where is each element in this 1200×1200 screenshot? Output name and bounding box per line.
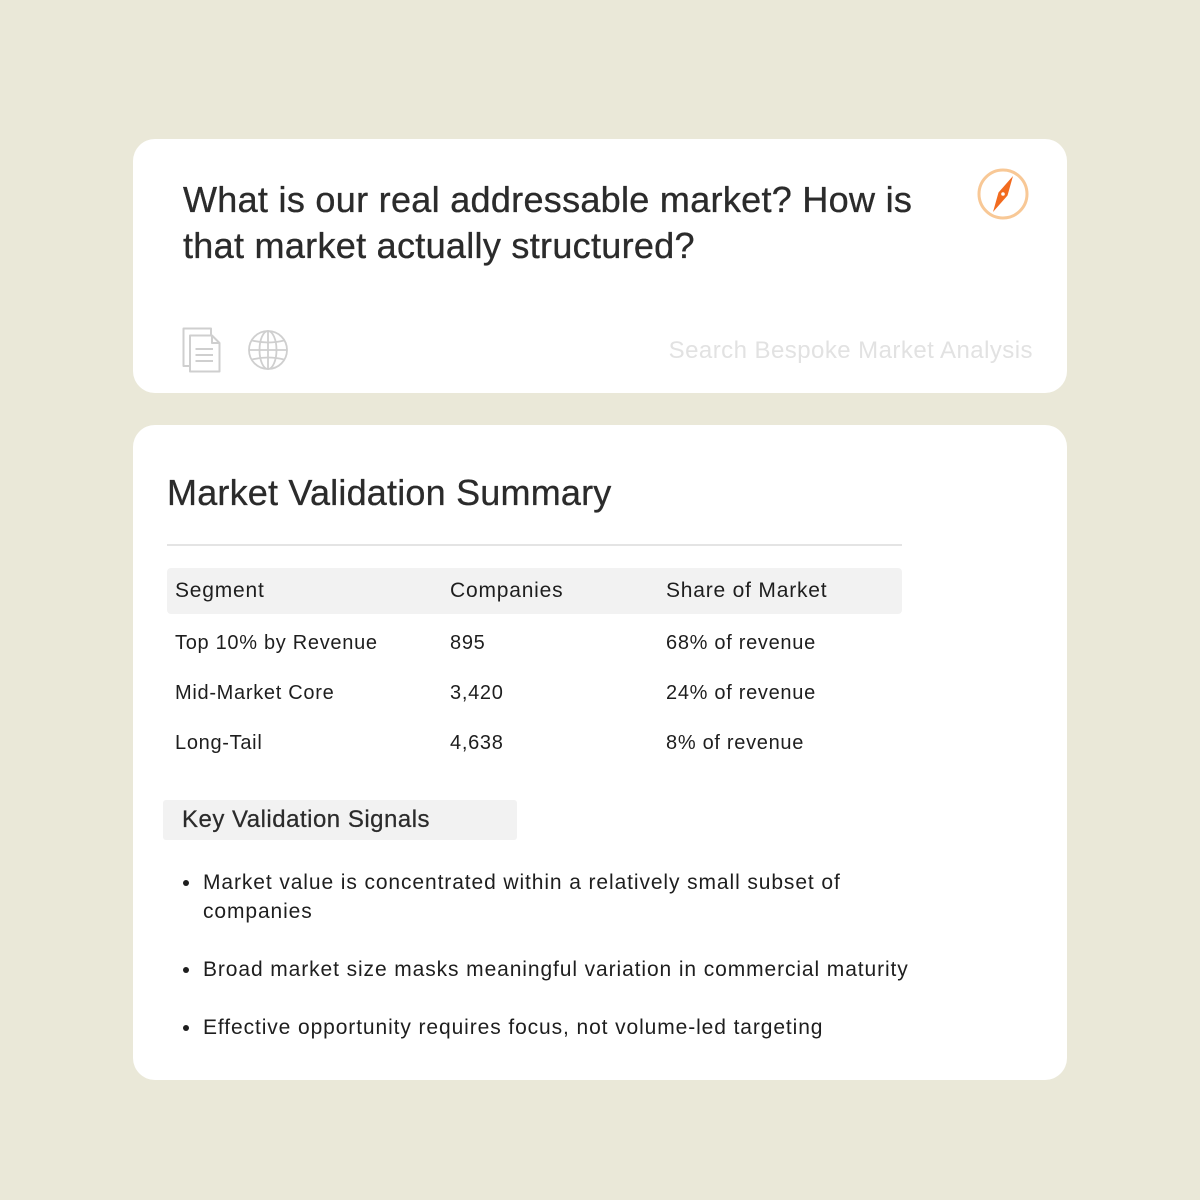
column-header-segment: Segment (175, 579, 265, 602)
column-header-share: Share of Market (666, 579, 828, 602)
signal-text: Broad market size masks meaningful variation in commercial maturity (203, 958, 909, 981)
page-title: Market Validation Summary (167, 472, 612, 513)
bullet-icon (183, 880, 189, 886)
signals-heading: Key Validation Signals (163, 800, 517, 840)
cell-companies: 3,420 (450, 681, 504, 704)
cell-segment: Mid-Market Core (175, 681, 335, 704)
document-icon[interactable] (182, 327, 222, 373)
table-row (167, 668, 902, 718)
compass-icon[interactable] (975, 166, 1031, 222)
table-row (167, 618, 902, 668)
globe-icon[interactable] (247, 329, 289, 371)
list-item (203, 955, 933, 984)
signal-text: Market value is concentrated within a relatively small subset of companies (203, 871, 841, 923)
table-body (167, 618, 902, 768)
query-card (133, 139, 1067, 393)
segment-table (167, 568, 902, 768)
query-text: What is our real addressable market? How is that market actually structured? (183, 179, 913, 266)
table-row (167, 718, 902, 768)
bullet-icon (183, 967, 189, 973)
signal-text: Effective opportunity requires focus, not volume-led targeting (203, 1016, 824, 1039)
list-item (203, 868, 933, 926)
cell-segment: Long-Tail (175, 731, 263, 754)
bullet-icon (183, 1025, 189, 1031)
title-divider (167, 544, 902, 546)
signals-list (203, 868, 933, 1071)
summary-card (133, 425, 1067, 1080)
table-header (167, 568, 902, 614)
cell-companies: 895 (450, 631, 486, 654)
column-header-companies: Companies (450, 579, 564, 602)
cell-companies: 4,638 (450, 731, 504, 754)
cell-share: 68% of revenue (666, 631, 816, 654)
search-input[interactable] (613, 331, 1033, 371)
cell-share: 8% of revenue (666, 731, 805, 754)
cell-segment: Top 10% by Revenue (175, 631, 378, 654)
list-item (203, 1013, 933, 1042)
cell-share: 24% of revenue (666, 681, 816, 704)
